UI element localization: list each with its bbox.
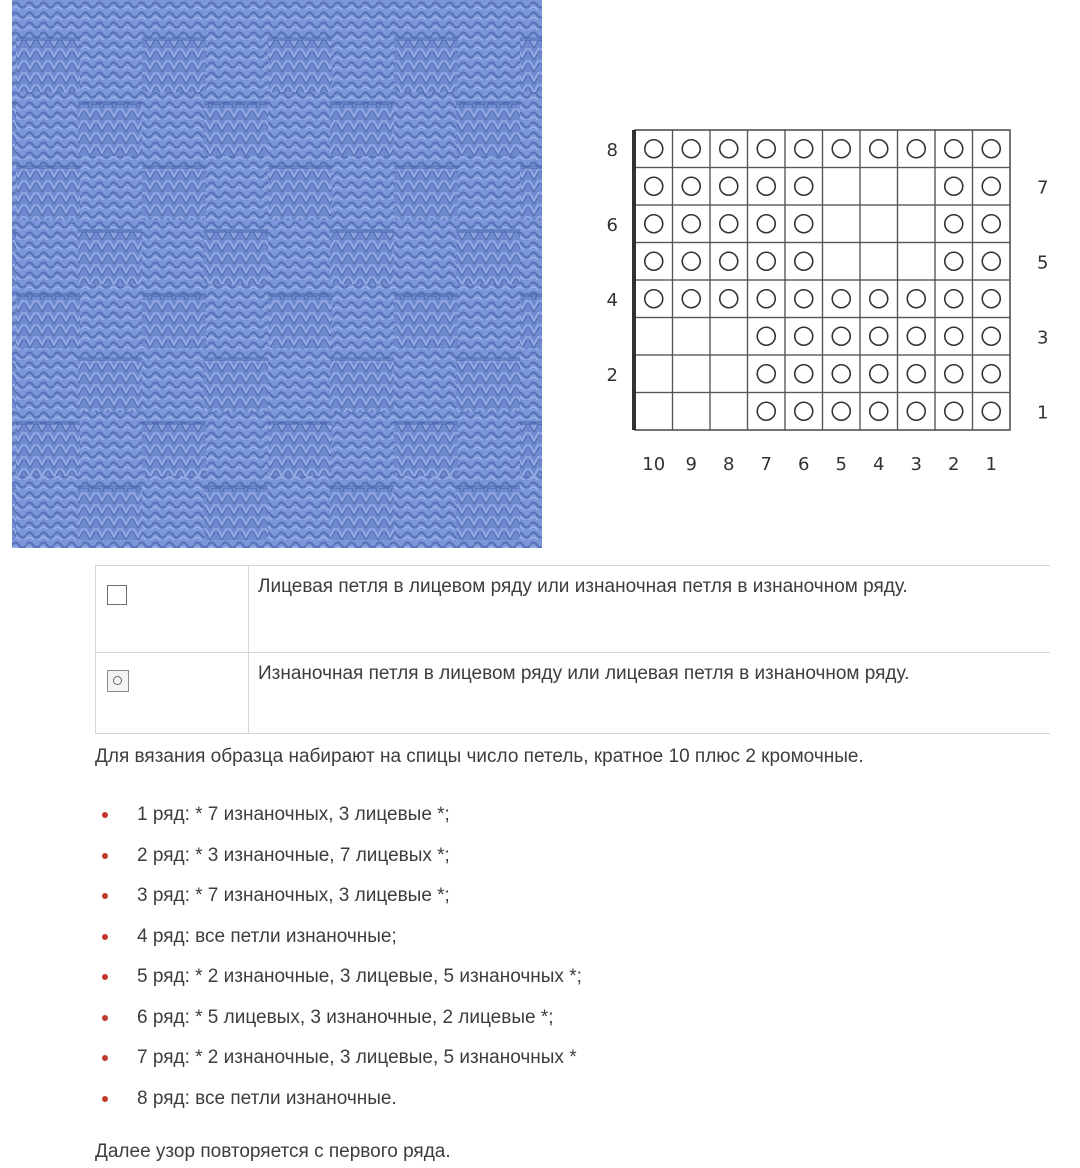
knit-block-shadow <box>78 485 142 489</box>
knit-block <box>204 104 268 156</box>
column-labels <box>642 454 997 475</box>
knit-block-shadow <box>520 37 542 41</box>
knit-block <box>268 40 332 92</box>
knit-block-shadow <box>204 101 268 105</box>
knit-block <box>456 488 520 540</box>
knit-block-shadow <box>16 37 80 41</box>
knit-block-shadow <box>16 165 80 169</box>
knit-block-shadow <box>204 229 268 233</box>
list-item <box>95 959 582 1000</box>
knit-block <box>78 104 142 156</box>
column-label: 5 <box>835 454 847 475</box>
knit-block <box>142 296 206 348</box>
knit-block-shadow <box>142 293 206 297</box>
knit-block-shadow <box>78 357 142 361</box>
row-label: 4 <box>606 289 618 311</box>
column-label: 3 <box>910 454 922 475</box>
bullet-icon <box>102 1055 108 1061</box>
column-label: 10 <box>642 454 666 475</box>
knit-block <box>142 424 206 476</box>
knit-block <box>204 360 268 412</box>
knit-block-shadow <box>330 229 394 233</box>
knit-block-shadow <box>204 357 268 361</box>
knit-block-shadow <box>394 293 458 297</box>
row-label: 6 <box>606 214 618 236</box>
knit-block <box>456 104 520 156</box>
column-label: 8 <box>723 454 735 475</box>
knit-block-shadow <box>394 421 458 425</box>
knit-block <box>520 40 542 92</box>
knit-block-shadow <box>330 485 394 489</box>
knit-block-shadow <box>268 421 332 425</box>
row-labels-right <box>1037 177 1048 423</box>
knit-block <box>12 104 16 156</box>
list-item <box>95 919 582 960</box>
bullet-icon <box>102 974 108 980</box>
knit-block <box>268 168 332 220</box>
row-text: 7 ряд: * 2 изнаночные, 3 лицевые, 5 изнаночных * <box>137 1047 577 1068</box>
knit-block-shadow <box>142 165 206 169</box>
knit-block <box>394 296 458 348</box>
knit-block-shadow <box>78 229 142 233</box>
knit-block <box>394 424 458 476</box>
knit-block <box>204 488 268 540</box>
knit-block-shadow <box>330 101 394 105</box>
knit-block-shadow <box>12 485 16 489</box>
row-text: 2 ряд: * 3 изнаночные, 7 лицевых *; <box>137 844 450 866</box>
knit-block-shadow <box>12 357 16 361</box>
knit-block <box>456 232 520 284</box>
legend-description: Лицевая петля в лицевом ряду или изнаночная петля в изнаночном ряду. <box>249 566 1051 653</box>
knit-block <box>268 424 332 476</box>
knit-block <box>16 168 80 220</box>
legend-table <box>95 565 1050 734</box>
knit-block-shadow <box>268 37 332 41</box>
row-label: 2 <box>606 364 618 386</box>
legend-description: Изнаночная петля в лицевом ряду или лицевая петля в изнаночном ряду. <box>249 653 1051 734</box>
list-item <box>95 1040 582 1081</box>
list-item <box>95 797 582 838</box>
knit-block <box>330 488 394 540</box>
knitting-chart <box>590 110 1060 490</box>
row-text: 3 ряд: * 7 изнаночных, 3 лицевые *; <box>137 885 450 906</box>
knit-block <box>394 168 458 220</box>
bullet-icon <box>102 1015 108 1021</box>
knit-block-shadow <box>330 357 394 361</box>
knit-block-shadow <box>520 165 542 169</box>
knit-block-shadow <box>456 485 520 489</box>
chart-grid <box>634 130 1010 430</box>
knit-block <box>78 232 142 284</box>
knit-block-shadow <box>16 421 80 425</box>
row-labels-left <box>607 140 618 386</box>
knit-block-shadow <box>268 293 332 297</box>
bullet-icon <box>102 934 108 940</box>
legend-symbol-cell <box>96 566 249 653</box>
row-text: 4 ряд: все петли изнаночные; <box>137 925 397 947</box>
legend-symbol-cell <box>96 653 249 734</box>
row-text: 8 ряд: все петли изнаночные. <box>137 1087 397 1109</box>
knit-block <box>12 488 16 540</box>
knit-block-shadow <box>78 101 142 105</box>
knit-block <box>456 360 520 412</box>
knit-block-shadow <box>456 229 520 233</box>
knit-block <box>330 360 394 412</box>
row-text: 1 ряд: * 7 изнаночных, 3 лицевые *; <box>137 804 450 825</box>
knit-block <box>78 360 142 412</box>
knit-block <box>520 168 542 220</box>
knit-block-shadow <box>394 37 458 41</box>
empty-square-icon <box>107 585 127 605</box>
row-label: 1 <box>1037 402 1049 424</box>
row-label: 5 <box>1037 252 1049 274</box>
knit-block <box>142 40 206 92</box>
knit-block <box>16 424 80 476</box>
knit-block <box>330 104 394 156</box>
knit-block-shadow <box>204 485 268 489</box>
knit-block <box>520 424 542 476</box>
knit-block <box>16 296 80 348</box>
row-label: 3 <box>1037 327 1049 349</box>
outro-text: Далее узор повторяется с первого ряда. <box>95 1141 451 1162</box>
knit-block-shadow <box>268 165 332 169</box>
list-item <box>95 1081 582 1122</box>
knit-block-shadow <box>394 165 458 169</box>
row-text: 5 ряд: * 2 изнаночные, 3 лицевые, 5 изнаночных *; <box>137 966 582 987</box>
knit-block <box>12 232 16 284</box>
knit-block <box>16 40 80 92</box>
legend-row <box>96 566 1051 653</box>
knit-block-shadow <box>520 421 542 425</box>
bullet-icon <box>102 812 108 818</box>
column-label: 6 <box>798 454 810 475</box>
intro-text: Для вязания образца набирают на спицы число петель, кратное 10 плюс 2 кромочные. <box>95 746 864 767</box>
column-label: 2 <box>948 454 960 475</box>
row-text: 6 ряд: * 5 лицевых, 3 изнаночные, 2 лицевые *; <box>137 1006 554 1028</box>
knit-block-shadow <box>520 293 542 297</box>
knit-block-shadow <box>456 357 520 361</box>
list-item <box>95 1000 582 1041</box>
knitted-sample-photo <box>12 0 542 548</box>
knit-block-shadow <box>456 101 520 105</box>
knit-block <box>204 232 268 284</box>
row-label: 8 <box>606 139 618 161</box>
column-label: 7 <box>760 454 772 475</box>
bullet-icon <box>102 1096 108 1102</box>
knit-block <box>394 40 458 92</box>
circle-square-icon <box>107 670 129 692</box>
knit-block <box>78 488 142 540</box>
row-label: 7 <box>1037 177 1049 199</box>
knit-block <box>330 232 394 284</box>
knit-block <box>268 296 332 348</box>
bullet-icon <box>102 853 108 859</box>
knit-block-shadow <box>142 37 206 41</box>
knit-block <box>142 168 206 220</box>
row-instructions <box>95 797 582 1121</box>
list-item <box>95 878 582 919</box>
knit-block <box>12 360 16 412</box>
legend-row <box>96 653 1051 734</box>
column-label: 4 <box>873 454 885 475</box>
knit-block-shadow <box>12 229 16 233</box>
knit-block-shadow <box>12 101 16 105</box>
list-item <box>95 838 582 879</box>
column-label: 9 <box>685 454 697 475</box>
bullet-icon <box>102 893 108 899</box>
knit-block-shadow <box>142 421 206 425</box>
knit-block-shadow <box>16 293 80 297</box>
column-label: 1 <box>985 454 997 475</box>
knit-block <box>520 296 542 348</box>
